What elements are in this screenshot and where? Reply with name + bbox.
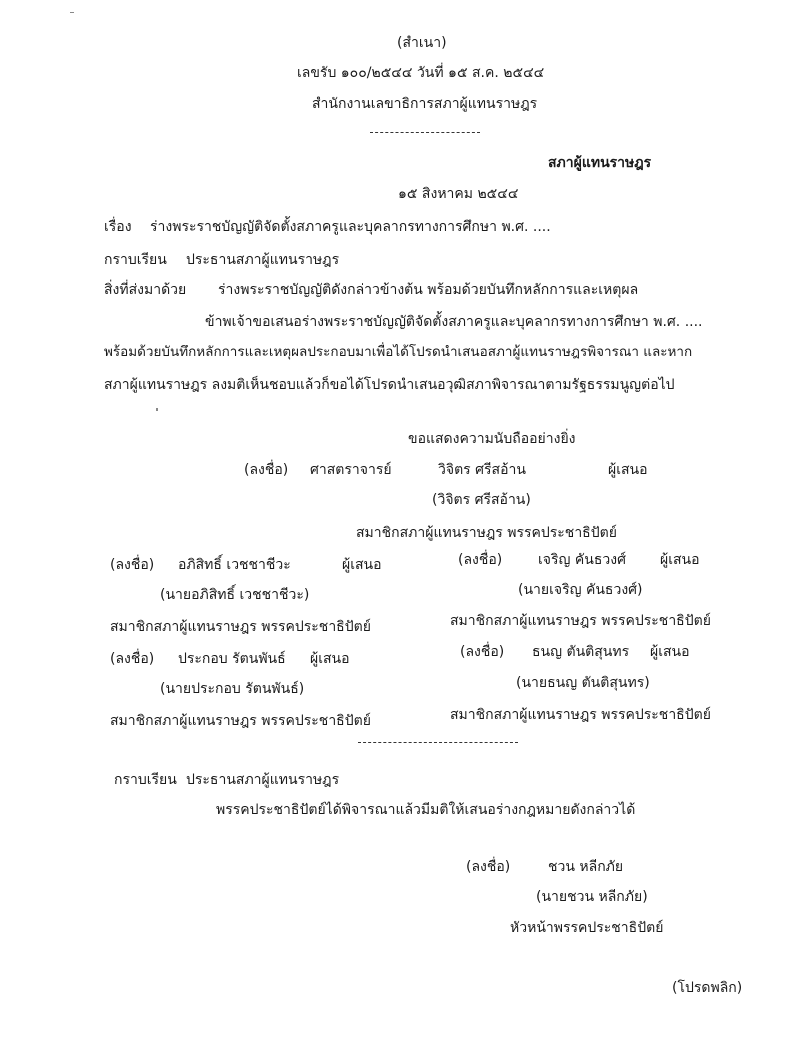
to-text: ประธานสภาผู้แทนราษฎร (186, 252, 340, 268)
body-line-2: พร้อมด้วยบันทึกหลักการและเหตุผลประกอบมาเพื่อได้โปรดนำเสนอสภาผู้แทนราษฎรพิจารณา และหาก (104, 344, 693, 360)
receipt-line: เลขรับ ๑๐๐/๒๕๔๔ วันที่ ๑๕ ส.ค. ๒๕๔๔ (297, 65, 545, 81)
s1-member-label: สมาชิกสภาผู้แทนราษฎร พรรคประชาธิปัตย์ (110, 619, 371, 635)
s1-name: อภิสิทธิ์ เวชชาชีวะ (178, 557, 291, 573)
main-signer-title: ศาสตราจารย์ (310, 462, 392, 478)
body-line-1: ข้าพเจ้าขอเสนอร่างพระราชบัญญัติจัดตั้งสภาครูและบุคลากรทางการศึกษา พ.ศ. .... (205, 314, 703, 330)
copy-label: (สำเนา) (397, 35, 447, 51)
s2-sign-label: (ลงชื่อ) (458, 552, 503, 568)
body-line-3: สภาผู้แทนราษฎร ลงมติเห็นชอบแล้วก็ขอได้โปรดนำเสนอวุฒิสภาพิจารณาตามรัฐธรรมนูญต่อไป (104, 377, 675, 393)
enclosure-text: ร่างพระราชบัญญัติดังกล่าวข้างต้น พร้อมด้วยบันทึกหลักการและเหตุผล (218, 282, 639, 298)
s3-sign-label: (ลงชื่อ) (110, 651, 155, 667)
endorse-sign-label: (ลงชื่อ) (466, 859, 511, 875)
letter-from: สภาผู้แทนราษฎร (548, 155, 652, 171)
turn-over-note: (โปรดพลิก) (672, 980, 743, 996)
s2-member-label: สมาชิกสภาผู้แทนราษฎร พรรคประชาธิปัตย์ (450, 613, 711, 629)
header-divider (370, 132, 480, 133)
enclosure-label: สิ่งที่ส่งมาด้วย (104, 282, 187, 298)
s3-printed-name: (นายประกอบ รัตนพันธ์) (160, 681, 305, 697)
s3-proposer-label: ผู้เสนอ (310, 651, 350, 667)
s1-sign-label: (ลงชื่อ) (110, 557, 155, 573)
s4-sign-label: (ลงชื่อ) (460, 644, 505, 660)
main-printed-name: (วิจิตร ศรีสอ้าน) (432, 492, 531, 508)
s3-member-label: สมาชิกสภาผู้แทนราษฎร พรรคประชาธิปัตย์ (110, 713, 371, 729)
main-signer-name: วิจิตร ศรีสอ้าน (438, 462, 526, 478)
s2-printed-name: (นายเจริญ คันธวงศ์) (518, 582, 643, 598)
endorse-name: ชวน หลีกภัย (548, 859, 624, 875)
endorse-to-label: กราบเรียน (114, 772, 177, 788)
s1-proposer-label: ผู้เสนอ (342, 557, 382, 573)
s4-proposer-label: ผู้เสนอ (650, 644, 690, 660)
scan-speck (156, 408, 158, 411)
s3-name: ประกอบ รัตนพันธ์ (178, 651, 286, 667)
main-sign-label: (ลงชื่อ) (244, 462, 289, 478)
endorse-printed-name: (นายชวน หลีกภัย) (536, 889, 648, 905)
endorse-position: หัวหน้าพรรคประชาธิปัตย์ (510, 920, 664, 936)
closing: ขอแสดงความนับถืออย่างยิ่ง (408, 431, 576, 447)
scan-speck (70, 12, 74, 13)
s4-printed-name: (นายธนญ ตันติสุนทร) (516, 675, 650, 691)
main-member-label: สมาชิกสภาผู้แทนราษฎร พรรคประชาธิปัตย์ (356, 525, 617, 541)
subject-label: เรื่อง (104, 219, 132, 235)
signature-divider (358, 742, 518, 743)
office-name: สำนักงานเลขาธิการสภาผู้แทนราษฎร (312, 96, 538, 112)
endorse-to-text: ประธานสภาผู้แทนราษฎร (186, 772, 340, 788)
s4-name: ธนญ ตันติสุนทร (532, 644, 630, 660)
s2-proposer-label: ผู้เสนอ (660, 552, 700, 568)
letter-date: ๑๕ สิงหาคม ๒๕๔๔ (398, 186, 519, 202)
endorse-text: พรรคประชาธิปัตย์ได้พิจารณาแล้วมีมติให้เสนอร่างกฎหมายดังกล่าวได้ (216, 802, 636, 818)
s2-name: เจริญ คันธวงศ์ (538, 552, 626, 568)
s4-member-label: สมาชิกสภาผู้แทนราษฎร พรรคประชาธิปัตย์ (450, 707, 711, 723)
subject-text: ร่างพระราชบัญญัติจัดตั้งสภาครูและบุคลากรทางการศึกษา พ.ศ. .... (150, 219, 551, 235)
s1-printed-name: (นายอภิสิทธิ์ เวชชาชีวะ) (160, 587, 310, 603)
to-label: กราบเรียน (104, 252, 167, 268)
main-proposer-label: ผู้เสนอ (608, 462, 648, 478)
